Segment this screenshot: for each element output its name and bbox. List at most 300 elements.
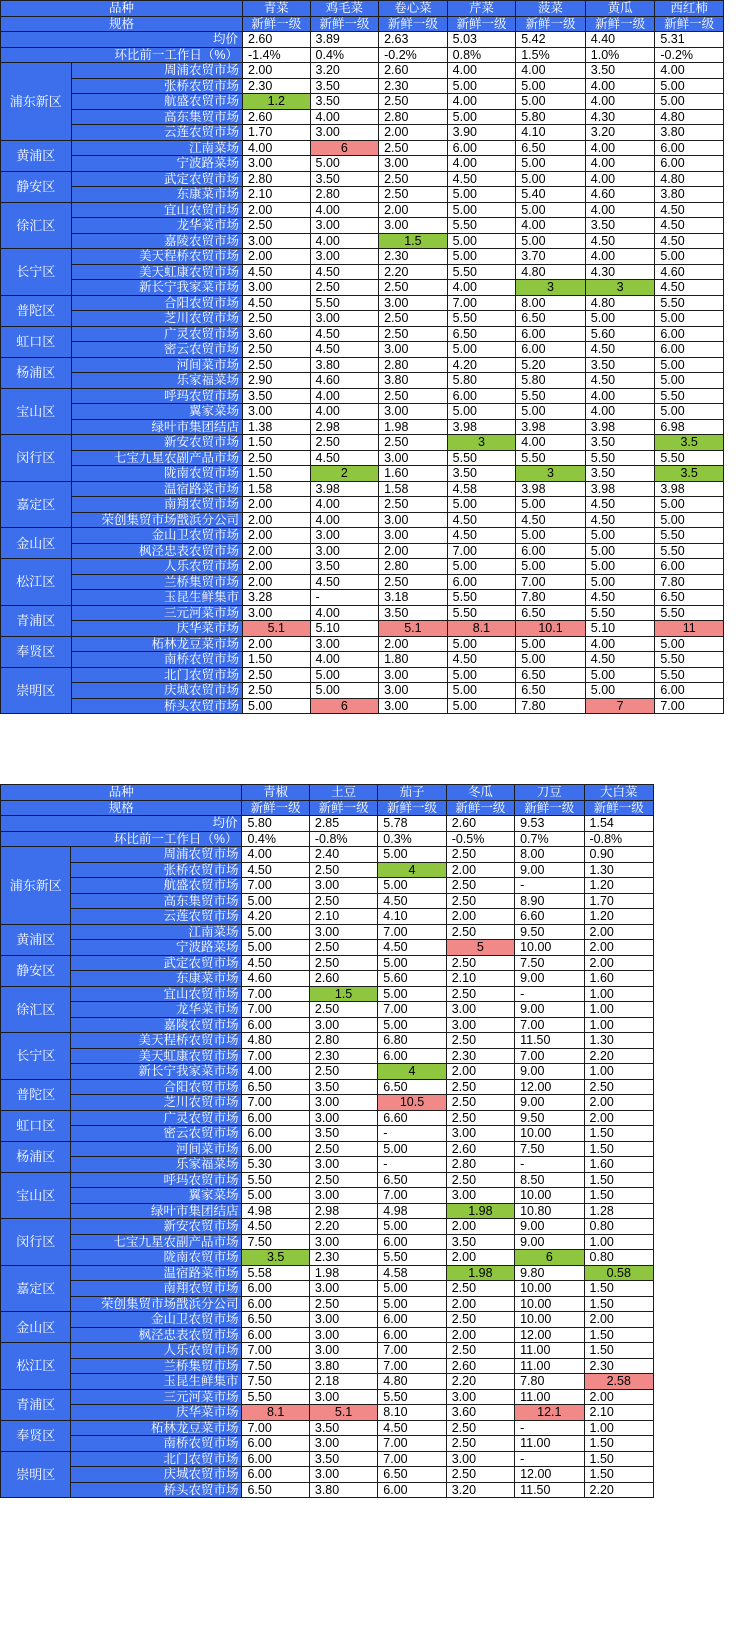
price-cell: 2.50 xyxy=(309,893,377,909)
market-name: 新安农贸市场 xyxy=(71,1219,242,1235)
market-name: 金山卫农贸市场 xyxy=(71,1312,242,1328)
price-cell: 3.50 xyxy=(309,1126,377,1142)
price-cell: 2.50 xyxy=(446,1033,514,1049)
price-cell: 3.00 xyxy=(243,404,311,420)
market-row xyxy=(1,125,724,141)
price-cell: 2.00 xyxy=(243,559,311,575)
price-cell-low: 1.98 xyxy=(446,1203,514,1219)
price-cell: 2.50 xyxy=(446,986,514,1002)
price-cell: 4.00 xyxy=(585,78,655,94)
price-cell: 12.00 xyxy=(515,1327,584,1343)
price-cell: 3.50 xyxy=(310,559,379,575)
price-cell: 6.00 xyxy=(378,1482,446,1498)
price-cell: 4.00 xyxy=(242,1064,309,1080)
price-cell-high: 5 xyxy=(446,940,514,956)
price-cell: 3.00 xyxy=(309,1281,377,1297)
price-cell: 2.50 xyxy=(446,1110,514,1126)
change-percent: -0.8% xyxy=(584,831,653,847)
price-cell: 5.00 xyxy=(655,249,724,265)
spec-value: 新鲜一级 xyxy=(242,800,309,816)
price-cell: 6.80 xyxy=(378,1033,446,1049)
market-name: 密云农贸市场 xyxy=(71,342,242,358)
market-name: 宜山农贸市场 xyxy=(71,986,242,1002)
price-cell: 2.60 xyxy=(446,1141,514,1157)
market-row xyxy=(1,280,724,296)
price-cell: 1.50 xyxy=(584,1281,653,1297)
price-cell: 3.60 xyxy=(446,1405,514,1421)
price-cell: 5.00 xyxy=(378,1219,446,1235)
price-cell: 3.98 xyxy=(447,419,516,435)
market-name: 周浦农贸市场 xyxy=(71,63,242,79)
district-name: 浦东新区 xyxy=(1,63,72,141)
market-row xyxy=(1,1048,654,1064)
spec-value: 新鲜一级 xyxy=(516,16,586,32)
market-row xyxy=(1,1141,654,1157)
market-row xyxy=(1,955,654,971)
change-percent: -0.8% xyxy=(309,831,377,847)
price-cell: 7.00 xyxy=(378,1002,446,1018)
price-cell: 5.00 xyxy=(378,1017,446,1033)
price-cell: 3.98 xyxy=(585,419,655,435)
market-row xyxy=(1,1482,654,1498)
market-name: 枫泾忠表农贸市场 xyxy=(71,543,242,559)
market-name: 张桥农贸市场 xyxy=(71,862,242,878)
market-row xyxy=(1,1110,654,1126)
market-row xyxy=(1,621,724,637)
price-cell: 4.50 xyxy=(585,233,655,249)
market-name: 广灵农贸市场 xyxy=(71,1110,242,1126)
price-cell: 4.00 xyxy=(310,652,379,668)
average-price: 1.54 xyxy=(584,816,653,832)
price-cell: 3.00 xyxy=(310,636,379,652)
price-cell: 2.00 xyxy=(584,955,653,971)
price-cell: 4.50 xyxy=(378,893,446,909)
market-row xyxy=(1,605,724,621)
price-cell: 5.00 xyxy=(655,404,724,420)
district-name: 金山区 xyxy=(1,528,72,559)
price-cell: 2.18 xyxy=(309,1374,377,1390)
market-name: 南翔农贸市场 xyxy=(71,1281,242,1297)
price-cell: 2.00 xyxy=(243,512,311,528)
market-name: 龙华菜市场 xyxy=(71,1002,242,1018)
price-cell: 3.98 xyxy=(516,419,586,435)
price-cell: 4.50 xyxy=(310,326,379,342)
district-name: 普陀区 xyxy=(1,1079,71,1110)
spec-value: 新鲜一级 xyxy=(584,800,653,816)
price-cell: 7.00 xyxy=(447,543,516,559)
market-name: 柘林龙豆菜市场 xyxy=(71,636,242,652)
price-cell: 2.50 xyxy=(379,311,448,327)
price-cell: 6.50 xyxy=(378,1172,446,1188)
price-cell: 9.00 xyxy=(515,1219,584,1235)
market-name: 东康菜市场 xyxy=(71,187,242,203)
price-cell: 5.80 xyxy=(516,373,586,389)
price-cell: 1.60 xyxy=(379,466,448,482)
price-cell: 2.40 xyxy=(309,847,377,863)
price-cell: 9.00 xyxy=(515,862,584,878)
district-name: 嘉定区 xyxy=(1,481,72,528)
district-name: 徐汇区 xyxy=(1,202,72,249)
price-cell: 7.00 xyxy=(515,1017,584,1033)
price-cell: 2.00 xyxy=(379,543,448,559)
price-cell: 4.00 xyxy=(585,404,655,420)
price-cell: 4.10 xyxy=(378,909,446,925)
price-cell: 2.50 xyxy=(446,1095,514,1111)
average-price: 5.03 xyxy=(447,32,516,48)
price-cell: 5.50 xyxy=(447,450,516,466)
price-cell: 5.00 xyxy=(447,187,516,203)
price-cell-low: 1.5 xyxy=(309,986,377,1002)
price-cell: 2.00 xyxy=(379,202,448,218)
market-name: 柘林龙豆菜市场 xyxy=(71,1420,242,1436)
price-cell: 3.00 xyxy=(379,683,448,699)
price-cell: 5.00 xyxy=(378,955,446,971)
price-cell-low: 0.58 xyxy=(584,1265,653,1281)
price-cell: 3.50 xyxy=(446,1234,514,1250)
price-cell-high: 5.1 xyxy=(379,621,448,637)
price-cell: 4.80 xyxy=(655,171,724,187)
price-cell-high: 10.5 xyxy=(378,1095,446,1111)
price-cell: 2.50 xyxy=(243,218,311,234)
price-cell: 3.00 xyxy=(310,543,379,559)
price-cell: 2.50 xyxy=(243,342,311,358)
price-cell: 1.98 xyxy=(309,1265,377,1281)
change-percent: 0.4% xyxy=(242,831,309,847)
market-row xyxy=(1,652,724,668)
market-row xyxy=(1,1095,654,1111)
price-cell-high: 8.1 xyxy=(242,1405,309,1421)
market-name: 新长宁我家菜市场 xyxy=(71,280,242,296)
price-cell: 2.20 xyxy=(584,1482,653,1498)
price-cell: 2.00 xyxy=(243,528,311,544)
price-cell: 5.00 xyxy=(655,373,724,389)
price-cell: 10.00 xyxy=(515,1281,584,1297)
market-row xyxy=(1,1436,654,1452)
price-cell: 1.60 xyxy=(584,971,653,987)
market-row xyxy=(1,311,724,327)
market-row xyxy=(1,78,724,94)
price-cell: 4.30 xyxy=(585,264,655,280)
price-cell-low: 3 xyxy=(516,280,586,296)
price-cell: 3.00 xyxy=(243,233,311,249)
price-cell: 4.80 xyxy=(655,109,724,125)
price-cell: 7.00 xyxy=(378,1451,446,1467)
price-cell: 1.00 xyxy=(584,1002,653,1018)
price-cell: 5.00 xyxy=(585,528,655,544)
price-cell: 5.00 xyxy=(516,528,586,544)
price-cell: 1.50 xyxy=(584,1141,653,1157)
price-cell-low: 2 xyxy=(310,466,379,482)
price-cell: 2.20 xyxy=(446,1374,514,1390)
price-cell: 6.00 xyxy=(242,1126,309,1142)
price-cell: 5.00 xyxy=(655,357,724,373)
price-cell: 3.50 xyxy=(243,388,311,404)
price-cell: 2.98 xyxy=(310,419,379,435)
price-cell: 2.00 xyxy=(584,924,653,940)
spec-value: 新鲜一级 xyxy=(447,16,516,32)
price-cell: 6.00 xyxy=(242,1296,309,1312)
price-cell: 5.20 xyxy=(516,357,586,373)
market-name: 桥头农贸市场 xyxy=(71,698,242,714)
market-name: 南翔农贸市场 xyxy=(71,497,242,513)
price-cell: 7.00 xyxy=(515,1048,584,1064)
price-cell: - xyxy=(515,1420,584,1436)
price-cell: 8.10 xyxy=(378,1405,446,1421)
price-cell: 5.00 xyxy=(585,559,655,575)
price-cell: 5.50 xyxy=(310,295,379,311)
price-cell: 4.50 xyxy=(378,1420,446,1436)
price-cell: 4.50 xyxy=(310,450,379,466)
market-row xyxy=(1,862,654,878)
price-cell: 6.00 xyxy=(378,1048,446,1064)
district-name: 静安区 xyxy=(1,955,71,986)
price-cell: 4.50 xyxy=(310,264,379,280)
price-cell: 4.00 xyxy=(310,388,379,404)
price-cell: 9.80 xyxy=(515,1265,584,1281)
market-name: 宁波路菜场 xyxy=(71,940,242,956)
price-cell: 2.50 xyxy=(309,1002,377,1018)
price-cell: 2.50 xyxy=(379,497,448,513)
product-name: 青菜 xyxy=(243,1,311,17)
price-cell: 3.50 xyxy=(585,63,655,79)
price-cell: 5.50 xyxy=(655,450,724,466)
product-name: 冬瓜 xyxy=(446,785,514,801)
market-name: 美天虹康农贸市场 xyxy=(71,264,242,280)
price-cell: 2.00 xyxy=(446,909,514,925)
market-name: 金山卫农贸市场 xyxy=(71,528,242,544)
price-cell: 10.00 xyxy=(515,1126,584,1142)
price-cell: 2.50 xyxy=(310,280,379,296)
market-row xyxy=(1,388,724,404)
price-cell: 1.98 xyxy=(379,419,448,435)
price-cell: 2.50 xyxy=(243,450,311,466)
price-cell: 4.80 xyxy=(378,1374,446,1390)
spec-header: 规格 xyxy=(1,16,243,32)
price-cell: 6.00 xyxy=(242,1141,309,1157)
price-cell: 6.00 xyxy=(516,342,586,358)
market-name: 南桥农贸市场 xyxy=(71,652,242,668)
price-cell: 7.80 xyxy=(516,698,586,714)
price-cell: 2.50 xyxy=(243,311,311,327)
price-cell: 9.50 xyxy=(515,924,584,940)
price-cell: 3.70 xyxy=(516,249,586,265)
price-cell: 4.00 xyxy=(310,109,379,125)
price-cell: 7.00 xyxy=(378,1343,446,1359)
market-row xyxy=(1,1203,654,1219)
market-name: 北门农贸市场 xyxy=(71,1451,242,1467)
change-percent: -0.2% xyxy=(379,47,448,63)
price-cell: 6.00 xyxy=(242,1467,309,1483)
district-name: 黄浦区 xyxy=(1,140,72,171)
market-row xyxy=(1,1188,654,1204)
market-name: 庆城农贸市场 xyxy=(71,683,242,699)
price-cell: 5.50 xyxy=(585,450,655,466)
market-name: 高东集贸市场 xyxy=(71,109,242,125)
price-cell: 2.50 xyxy=(243,683,311,699)
market-row xyxy=(1,543,724,559)
price-cell: 6.00 xyxy=(242,1451,309,1467)
price-cell: 2.50 xyxy=(309,955,377,971)
price-cell: 2.00 xyxy=(446,862,514,878)
price-cell: 7.00 xyxy=(447,295,516,311)
price-cell: 2.00 xyxy=(243,202,311,218)
price-cell-low: 3.5 xyxy=(242,1250,309,1266)
district-name: 虹口区 xyxy=(1,326,72,357)
market-row xyxy=(1,909,654,925)
market-row xyxy=(1,63,724,79)
price-cell: 4.50 xyxy=(242,862,309,878)
district-name: 奉贤区 xyxy=(1,1420,71,1451)
price-cell: 5.00 xyxy=(585,667,655,683)
price-cell: 1.70 xyxy=(584,893,653,909)
market-name: 芝川农贸市场 xyxy=(71,311,242,327)
average-price: 9.53 xyxy=(515,816,584,832)
market-name: 人乐农贸市场 xyxy=(71,1343,242,1359)
price-cell: 6.00 xyxy=(378,1234,446,1250)
price-cell: 1.50 xyxy=(584,1436,653,1452)
price-cell: 2.50 xyxy=(309,1064,377,1080)
price-cell: 6.00 xyxy=(655,683,724,699)
price-cell: 7.50 xyxy=(515,1141,584,1157)
price-cell: 2.00 xyxy=(584,1095,653,1111)
price-cell: 2.80 xyxy=(379,559,448,575)
market-name: 七宝九星农副产品市场 xyxy=(71,450,242,466)
price-cell: 4.50 xyxy=(585,590,655,606)
price-cell: 6.50 xyxy=(447,326,516,342)
price-cell: 3.00 xyxy=(309,1312,377,1328)
price-cell: 4.50 xyxy=(378,940,446,956)
price-cell: 3.50 xyxy=(585,435,655,451)
price-cell: 2.80 xyxy=(243,171,311,187)
district-name: 奉贤区 xyxy=(1,636,72,667)
price-cell-low: 4 xyxy=(378,862,446,878)
price-cell: 5.00 xyxy=(310,667,379,683)
price-cell: 3.80 xyxy=(655,187,724,203)
market-name: 兰桥集贸市场 xyxy=(71,574,242,590)
market-name: 玉昆生鲜集市 xyxy=(71,590,242,606)
price-cell: 4.50 xyxy=(447,652,516,668)
spec-value: 新鲜一级 xyxy=(515,800,584,816)
price-cell: 4.00 xyxy=(310,233,379,249)
price-cell: 4.00 xyxy=(243,140,311,156)
price-cell: 3.00 xyxy=(379,528,448,544)
price-cell-low: 4 xyxy=(378,1064,446,1080)
price-cell: 4.00 xyxy=(310,404,379,420)
price-cell-low: 3 xyxy=(447,435,516,451)
price-cell: 2.10 xyxy=(309,909,377,925)
price-cell: 5.40 xyxy=(516,187,586,203)
price-cell: 2.50 xyxy=(446,1281,514,1297)
market-row xyxy=(1,1157,654,1173)
price-cell-high: 10.1 xyxy=(516,621,586,637)
price-cell: 7.50 xyxy=(515,955,584,971)
price-cell: 9.00 xyxy=(515,1234,584,1250)
price-cell: 5.50 xyxy=(585,605,655,621)
market-name: 高东集贸市场 xyxy=(71,893,242,909)
price-cell: 2.50 xyxy=(446,1436,514,1452)
price-cell: 3.00 xyxy=(309,924,377,940)
price-cell: 2.00 xyxy=(446,1064,514,1080)
spec-value: 新鲜一级 xyxy=(379,16,448,32)
price-cell: 5.00 xyxy=(378,1296,446,1312)
market-row xyxy=(1,878,654,894)
market-row xyxy=(1,590,724,606)
price-cell: 2.50 xyxy=(446,1172,514,1188)
market-name: 芝川农贸市场 xyxy=(71,1095,242,1111)
market-name: 合阳农贸市场 xyxy=(71,1079,242,1095)
price-cell: 3.00 xyxy=(379,295,448,311)
price-cell: 3.00 xyxy=(243,280,311,296)
price-cell: 5.00 xyxy=(447,683,516,699)
price-cell: 5.00 xyxy=(655,78,724,94)
market-row xyxy=(1,156,724,172)
market-row xyxy=(1,233,724,249)
price-cell: 7.50 xyxy=(242,1234,309,1250)
price-cell: 4.00 xyxy=(310,497,379,513)
price-cell: 2.50 xyxy=(379,140,448,156)
price-cell: 3.50 xyxy=(310,94,379,110)
price-cell: 7.00 xyxy=(242,878,309,894)
price-cell: 6.00 xyxy=(655,140,724,156)
price-cell: - xyxy=(310,590,379,606)
market-row xyxy=(1,249,724,265)
price-cell: 8.90 xyxy=(515,893,584,909)
price-cell: 7.00 xyxy=(378,924,446,940)
price-cell: 1.50 xyxy=(584,1327,653,1343)
market-row xyxy=(1,466,724,482)
market-name: 陇南农贸市场 xyxy=(71,1250,242,1266)
price-cell: 4.00 xyxy=(310,202,379,218)
average-label: 均价 xyxy=(1,32,243,48)
price-cell: 9.00 xyxy=(515,1002,584,1018)
price-cell: 2.00 xyxy=(243,497,311,513)
price-cell: 3.98 xyxy=(585,481,655,497)
market-name: 呼玛农贸市场 xyxy=(71,388,242,404)
price-cell: 4.80 xyxy=(242,1033,309,1049)
price-cell-high: 6 xyxy=(310,140,379,156)
price-cell: 5.00 xyxy=(447,497,516,513)
market-row xyxy=(1,1327,654,1343)
market-name: 河间菜市场 xyxy=(71,1141,242,1157)
change-percent: 0.3% xyxy=(378,831,446,847)
market-name: 温宿路菜市场 xyxy=(71,481,242,497)
price-cell: 4.00 xyxy=(655,63,724,79)
price-cell: 2.00 xyxy=(243,574,311,590)
price-cell: 2.30 xyxy=(379,249,448,265)
price-cell: 2.00 xyxy=(243,636,311,652)
price-cell: 5.00 xyxy=(516,559,586,575)
price-table-1 xyxy=(0,0,724,714)
market-name: 新安农贸市场 xyxy=(71,435,242,451)
price-cell: 5.50 xyxy=(242,1389,309,1405)
price-cell-high: 8.1 xyxy=(447,621,516,637)
price-cell: 7.80 xyxy=(516,590,586,606)
price-cell: 2.50 xyxy=(446,847,514,863)
price-cell: 2.50 xyxy=(309,1172,377,1188)
price-cell: 6.60 xyxy=(515,909,584,925)
district-name: 杨浦区 xyxy=(1,357,72,388)
price-cell: 4.50 xyxy=(585,497,655,513)
price-cell: 7.00 xyxy=(378,1436,446,1452)
price-cell: 5.50 xyxy=(242,1172,309,1188)
product-name: 土豆 xyxy=(309,785,377,801)
price-cell: 3.28 xyxy=(243,590,311,606)
price-cell: 2.80 xyxy=(309,1033,377,1049)
price-cell: 7.00 xyxy=(378,1188,446,1204)
price-cell: 5.00 xyxy=(447,342,516,358)
market-row xyxy=(1,1374,654,1390)
price-cell: 5.00 xyxy=(447,233,516,249)
